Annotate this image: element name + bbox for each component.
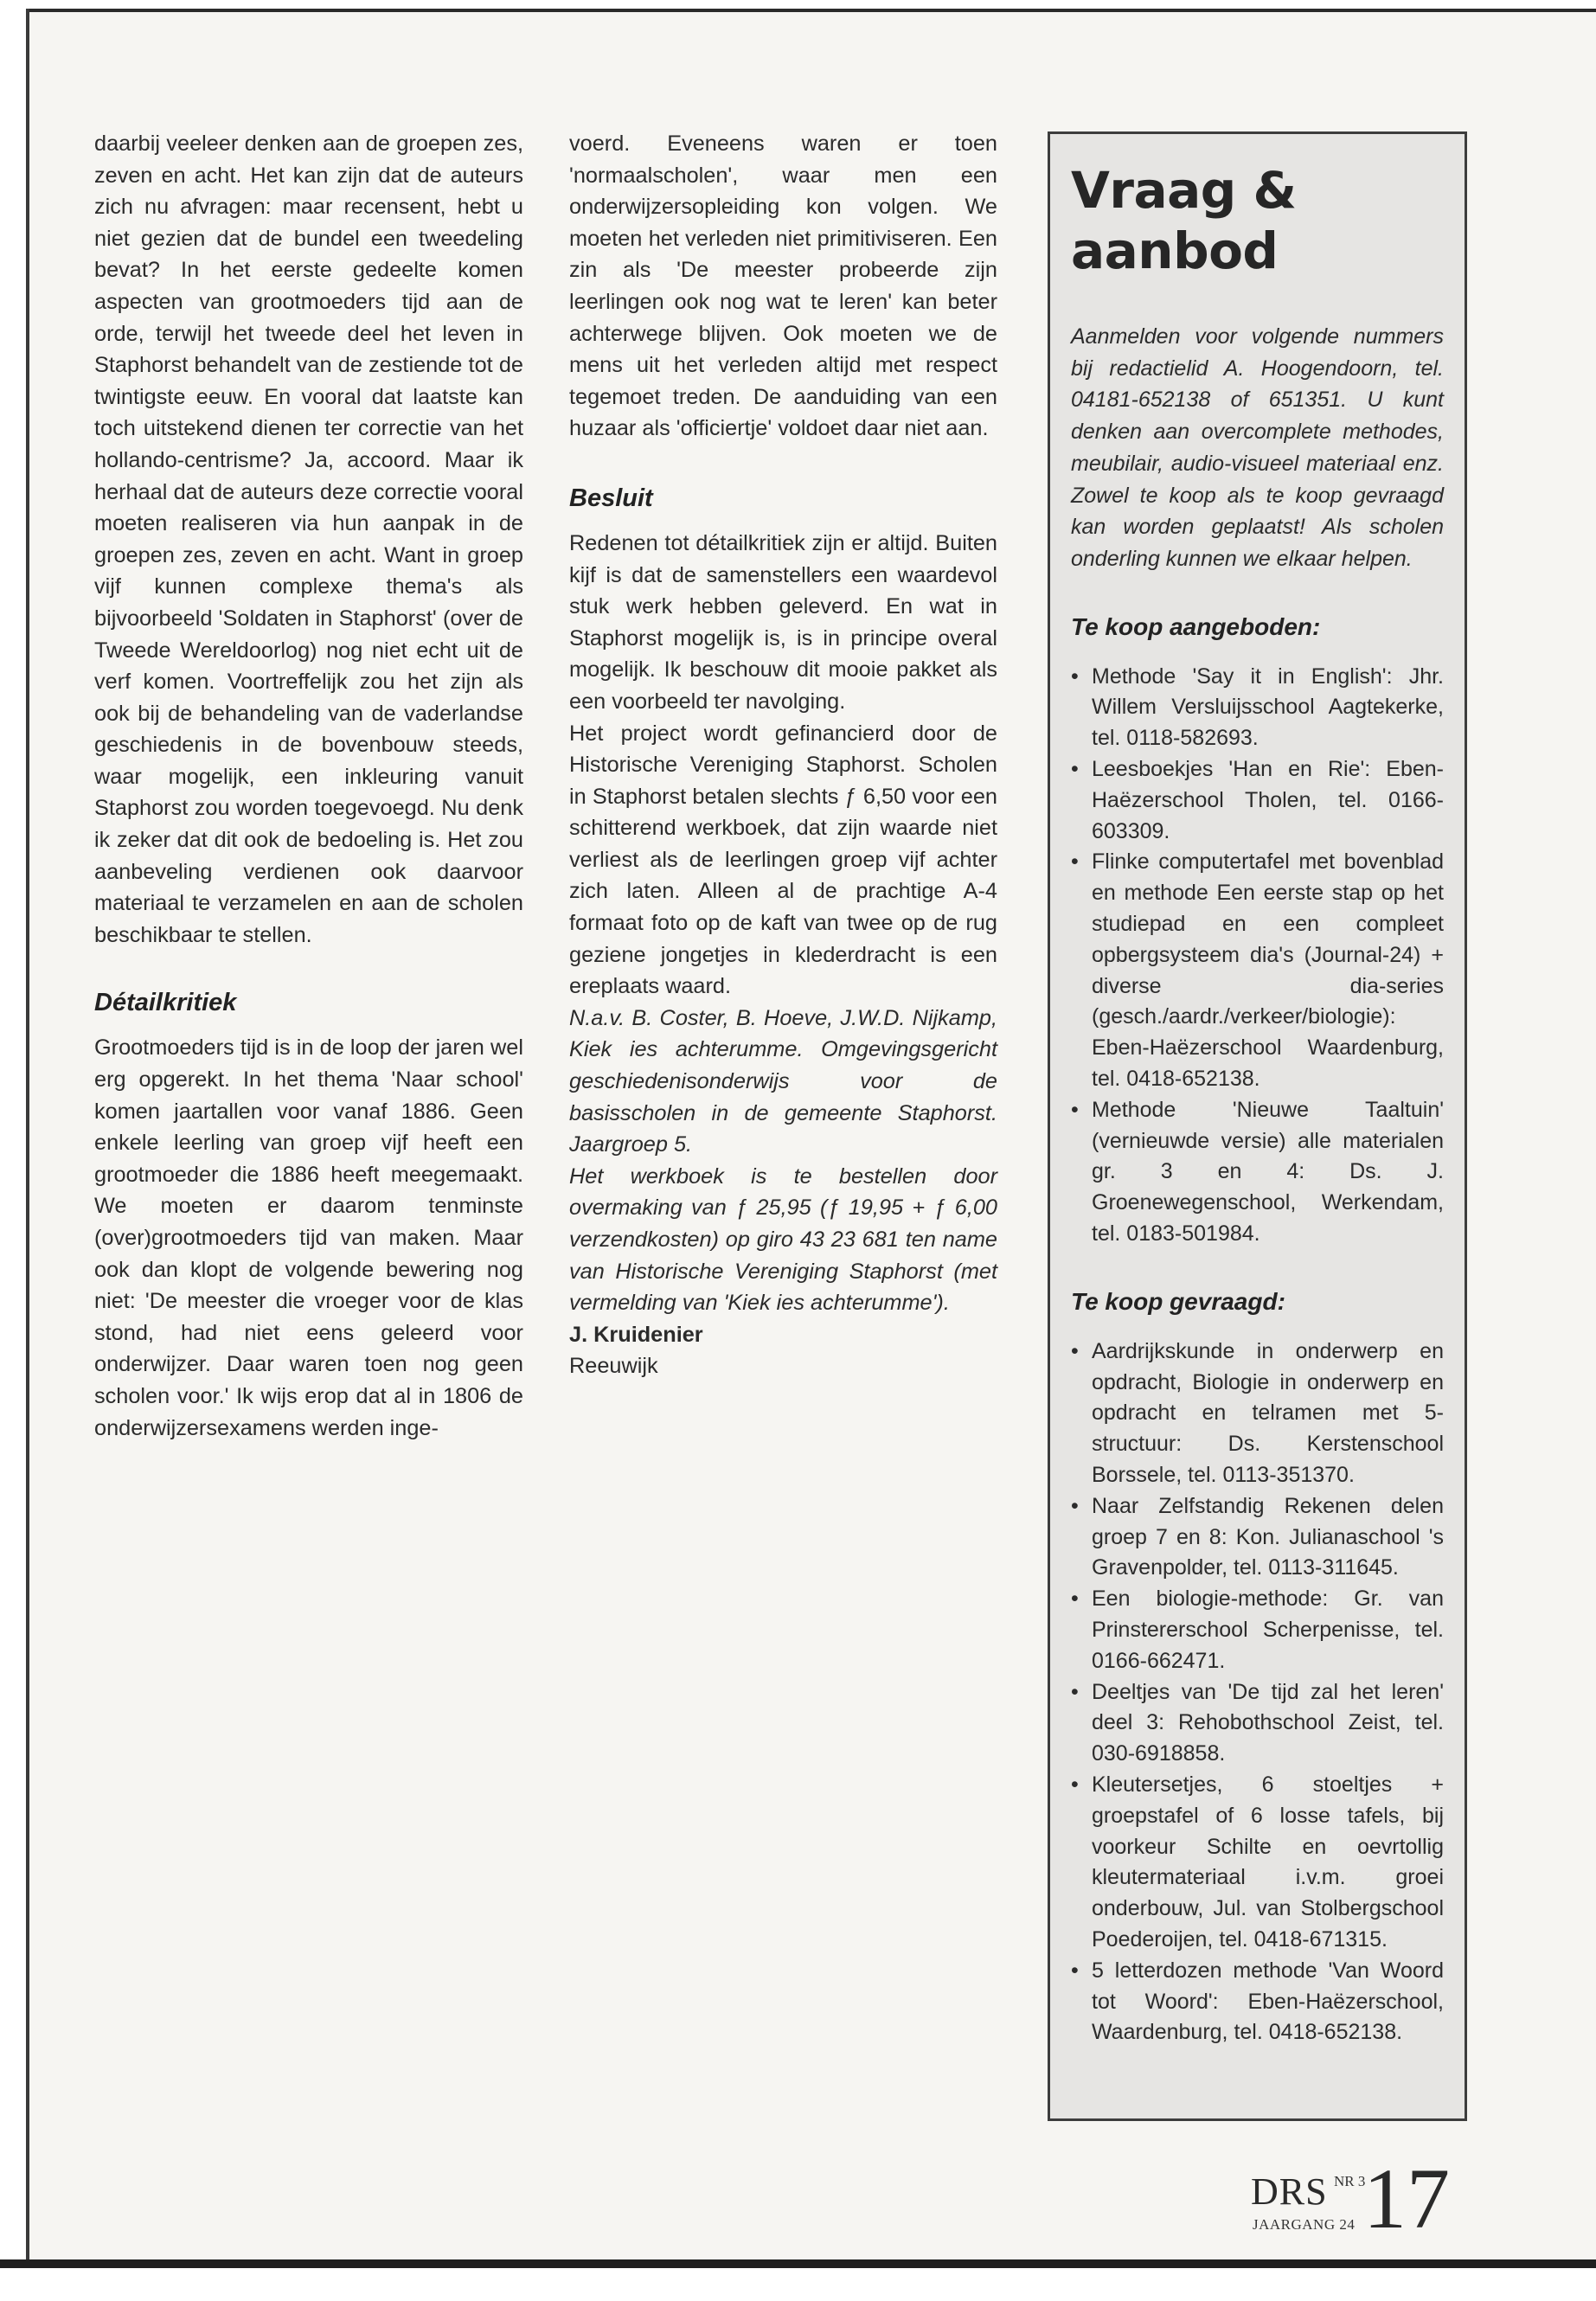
middle-paragraph-2: Redenen tot détailkritiek zijn er altijd. Buiten kijf is dat de samenstellers een waardevol stuk werk hebben geleverd. En wat in Staphorst mogelijk is, is in principe overal mogelijk. Ik beschouw dit mooie pakket als een voorbeeld ter navolging.: [569, 530, 997, 714]
left-paragraph-2: Grootmoeders tijd is in de loop der jaren wel erg opgerekt. In het thema 'Naar school' komen jaartallen voor vanaf 1886. Geen enkele leerling van groep vijf heeft een grootmoeder die 1886 heeft meegemaakt. We moeten er daarom tenminste (over)grootmoeders tijd van maken. Maar ook dan klopt de volgende bewering nog niet: 'De meester die vroeger voor de klas stond, had niet eens geleerd voor onderwijzer. Daar waren toen nog geen scholen voor.' Ik wijs erop dat al in 1806 de onderwijzersexamens werden inge-: [94, 1035, 523, 1440]
magazine-logo: DRS: [1251, 2170, 1328, 2213]
vraag-aanbod-box: [1048, 131, 1467, 2121]
wanted-item: • Kleutersetjes, 6 stoeltjes + groepstafel of 6 losse tafels, bij voorkeur Schilte en oevrtollig kleutermateriaal i.v.m. groei onderbouw, Jul. van Stolbergschool Poederoijen, tel. 0418-671315.: [1071, 1770, 1444, 1956]
offered-item: • Methode 'Say it in English': Jhr. Willem Versluijsschool Aagtekerke, tel. 0118-582693.: [1071, 662, 1444, 754]
left-column: [94, 128, 523, 1444]
author-place: Reeuwijk: [569, 1354, 658, 1379]
box-title: Vraag & aanbod: [1071, 161, 1297, 280]
middle-paragraph-3: Het project wordt gefinancierd door de Historische Vereniging Staphorst. Scholen in Staphorst betalen slechts ƒ 6,50 voor een schitterend werkboek, dat zijn waarde niet verliest als de leerlingen groep vijf achter zich laten. Alleen al de prachtige A-4 formaat foto op de kaft van twee op de rug geziene jongetjes in klederdracht is een ereplaats waard.: [569, 721, 997, 999]
middle-paragraph-1: voerd. Eveneens waren er toen 'normaalscholen', waar men een onderwijzersopleiding kon volgen. We moeten het verleden niet primitiviseren. Een zin als 'De meester probeerde zijn leerlingen ook nog wat te leren' kan beter achterwege blijven. Ook moeten we de mens uit het verleden altijd met respect tegemoet treden. De aanduiding van een huzaar als 'officiertje' voldoet daar niet aan.: [569, 131, 997, 441]
heading-besluit: Besluit: [569, 484, 653, 512]
scan-edge-bottom: [0, 2259, 1596, 2268]
box-intro: Aanmelden voor volgende nummers bij redactielid A. Hoogendoorn, tel. 04181-652138 of 651351. U kunt denken aan overcomplete methodes, meubilair, audio-visueel materiaal enz. Zowel te koop als te koop gevraagd kan worden geplaatst! Als scholen onderling kunnen we elkaar helpen.: [1071, 324, 1444, 571]
offered-item: • Methode 'Nieuwe Taaltuin' (vernieuwde versie) alle materialen gr. 3 en 4: Ds. J. Groenewegenschool, Werkendam, tel. 0183-501984.: [1071, 1095, 1444, 1250]
wanted-item: • Een biologie-methode: Gr. van Prinstererschool Scherpenisse, tel. 0166-662471.: [1071, 1584, 1444, 1676]
reference-order: Het werkboek is te bestellen door overmaking van ƒ 25,95 (ƒ 19,95 + ƒ 6,00 verzendkosten) op giro 43 23 681 ten name van Historische Vereniging Staphorst (met vermelding van 'Kiek ies achterumme').: [569, 1163, 997, 1316]
wanted-heading: Te koop gevraagd:: [1071, 1287, 1285, 1315]
offered-item: • Leesboekjes 'Han en Rie': Eben-Haëzerschool Tholen, tel. 0166-603309.: [1071, 754, 1444, 847]
wanted-item: • Naar Zelfstandig Rekenen delen groep 7 en 8: Kon. Julianaschool 's Gravenpolder, tel. 0113-311645.: [1071, 1491, 1444, 1584]
offered-item: • Flinke computertafel met bovenblad en methode Een eerste stap op het studiepad en een compleet opbergsysteem dia's (Journal-24) + diverse dia-series (gesch./aardr./verkeer/biologie): Eben-Haëzerschool Waardenburg, tel. 0418-652138.: [1071, 847, 1444, 1094]
middle-column: [569, 128, 997, 1382]
offered-list: [1071, 662, 1444, 1250]
page-number: 17: [1363, 2150, 1450, 2247]
wanted-list: [1071, 1336, 1444, 2048]
page-footer: [1251, 2150, 1476, 2249]
author-name: J. Kruidenier: [569, 1322, 703, 1347]
left-paragraph-1: daarbij veeleer denken aan de groepen zes, zeven en acht. Het kan zijn dat de auteurs zich nu afvragen: maar recensent, hebt u niet gezien dat de bundel een tweedeling bevat? In het eerste gedeelte komen aspecten van grootmoeders tijd aan de orde, terwijl het tweede deel het leven in Staphorst behandelt van de zestiende tot de twintigste eeuw. En vooral dat laatste kan toch uitstekend dienen ter correctie van het hollando-centrisme? Ja, accoord. Maar ik herhaal dat de auteurs deze correctie vooral moeten realiseren via hun aanpak in de groepen zes, zeven en acht. Want in groep vijf kunnen complexe thema's als bijvoorbeeld 'Soldaten in Staphorst' (over de Tweede Wereldoorlog) nog niet echt uit de verf komen. Voortreffelijk zou het zijn als ook bij de behandeling van de vaderlandse geschiedenis in de bovenbouw steeds, waar mogelijk, een inkleuring vanuit Staphorst zou worden toegevoegd. Nu denk ik zeker dat dit ook de bedoeling is. Het zou aanbeveling verdienen ook daarvoor materiaal te verzamelen en aan de scholen beschikbaar te stellen.: [94, 131, 523, 947]
issue-number: NR 3: [1334, 2173, 1366, 2189]
wanted-item: • Deeltjes van 'De tijd zal het leren' deel 3: Rehobothschool Zeist, tel. 030-6918858.: [1071, 1677, 1444, 1770]
volume-label: JAARGANG 24: [1253, 2216, 1356, 2233]
wanted-item: • 5 letterdozen methode 'Van Woord tot Woord': Eben-Haëzerschool, Waardenburg, tel. 0418-652138.: [1071, 1956, 1444, 2048]
heading-detailkritiek: Détailkritiek: [94, 989, 237, 1017]
reference-book: N.a.v. B. Coster, B. Hoeve, J.W.D. Nijkamp, Kiek ies achterumme. Omgevingsgericht geschiedenisonderwijs voor de basisscholen in de gemeente Staphorst. Jaargroep 5.: [569, 1005, 997, 1157]
offered-heading: Te koop aangeboden:: [1071, 612, 1321, 640]
wanted-item: • Aardrijkskunde in onderwerp en opdracht, Biologie in onderwerp en opdracht en telramen met 5-structuur: Ds. Kerstenschool Borssele, tel. 0113-351370.: [1071, 1336, 1444, 1491]
